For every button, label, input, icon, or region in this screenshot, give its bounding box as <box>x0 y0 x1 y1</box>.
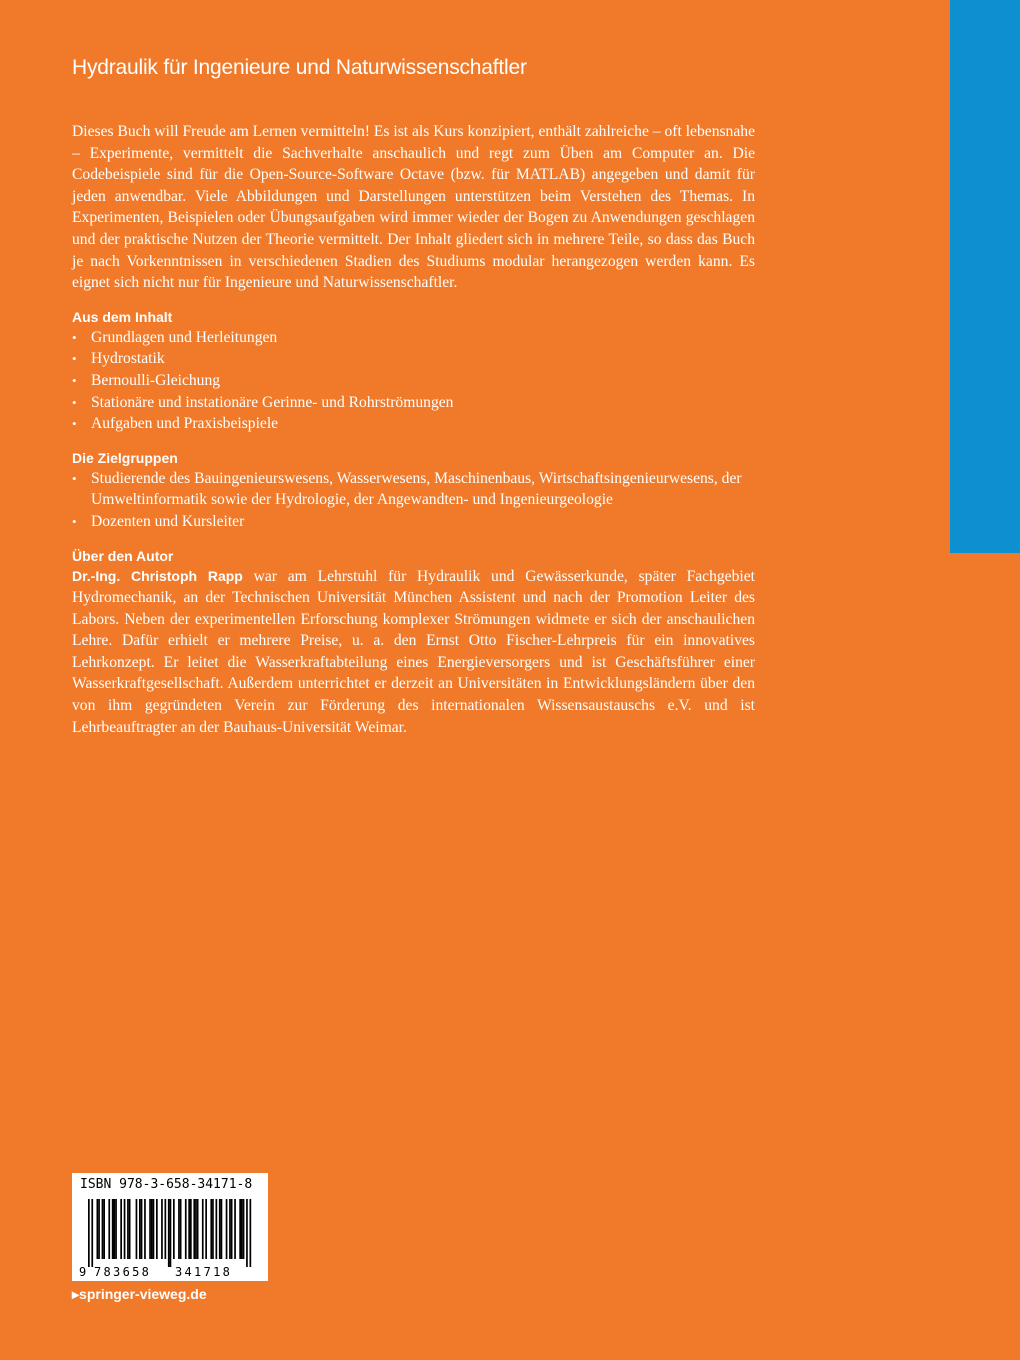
barcode-bar <box>234 1199 236 1259</box>
barcode-bar <box>161 1199 163 1259</box>
arrow-right-icon: ▸ <box>72 1286 80 1302</box>
barcode-bar <box>202 1199 204 1259</box>
barcode-bar <box>153 1199 155 1259</box>
barcode-bar <box>188 1199 190 1259</box>
book-title: Hydraulik für Ingenieure und Naturwissenschaftler <box>72 56 527 79</box>
barcode-bar <box>156 1199 158 1259</box>
barcode-bar <box>144 1199 146 1259</box>
list-item: • Dozenten und Kursleiter <box>72 511 755 533</box>
publisher-link[interactable] <box>72 1286 207 1303</box>
list-item: • Bernoulli-Gleichung <box>72 370 755 392</box>
barcode-bar <box>91 1199 93 1267</box>
barcode-bar <box>102 1199 104 1259</box>
list-item: • Aufgaben und Praxisbeispiele <box>72 413 755 435</box>
barcode-bar <box>246 1199 248 1267</box>
audience-list <box>72 468 755 533</box>
barcode-bar <box>139 1199 141 1259</box>
barcode-bar <box>216 1199 218 1259</box>
barcode-bar <box>190 1199 192 1259</box>
barcode-bar <box>88 1199 90 1267</box>
barcode <box>78 1197 262 1279</box>
barcode-bar <box>185 1199 187 1259</box>
barcode-bar <box>205 1199 207 1259</box>
barcode-bar <box>221 1199 223 1259</box>
barcode-bar <box>127 1199 129 1259</box>
barcode-bar <box>141 1199 143 1259</box>
accent-tab <box>950 0 1020 553</box>
barcode-bar <box>226 1199 228 1259</box>
barcode-bar <box>212 1199 214 1259</box>
barcode-bar <box>151 1199 153 1259</box>
barcode-bar <box>108 1199 110 1259</box>
barcode-bar <box>241 1199 243 1259</box>
barcode-bar <box>180 1199 182 1259</box>
audience-heading: Die Zielgruppen <box>72 449 178 466</box>
barcode-bar <box>243 1199 245 1259</box>
isbn-label: ISBN 978-3-658-34171-8 <box>80 1177 253 1192</box>
barcode-bar <box>120 1199 122 1259</box>
back-cover-text <box>72 121 755 738</box>
barcode-bar <box>115 1199 117 1259</box>
contents-heading: Aus dem Inhalt <box>72 308 173 325</box>
publisher-link-text: springer-vieweg.de <box>79 1286 207 1302</box>
barcode-bar <box>178 1199 180 1259</box>
author-heading: Über den Autor <box>72 547 174 564</box>
barcode-digits-right: 341718 <box>175 1265 233 1279</box>
author-bio-text: war am Lehrstuhl für Hydraulik und Gewässerkunde, später Fachgebiet Hydromechanik, an der Technischen Universität München Assistent und nach der Promotion Leiter des Labors. Neben der experimentellen Erforschung komplexer Strömungen widmete er sich der anschaulichen Lehre. Dafür erhielt er mehrere Preise, u. a. den Ernst Otto Fischer-Lehrpreis für ein innovatives Lehrkonzept. Er leitet die Wasserkraftabteilung eines Energieversorgers und ist Geschäftsführer einer Wasserkraftgesellschaft. Außerdem unterrichtet er derzeit an Universitäten in Entwicklungsländern über den von ihm gegründeten Verein zur Förderung des internationalen Wissensaustauschs e.V. und ist Lehrbeauftragter an der Bauhaus-Universität Weimar. <box>72 567 755 736</box>
barcode-bar <box>250 1199 252 1267</box>
barcode-bar <box>195 1199 197 1259</box>
barcode-bar <box>165 1199 167 1259</box>
barcode-bar <box>136 1199 138 1259</box>
list-item: • Studierende des Bauingenieurswesens, Wasserwesens, Maschinenbaus, Wirtschaftsingenieurwesens, der Umweltinformatik sowie der Hydrologie, der Angewandten- und Ingenieurgeologie <box>72 468 755 511</box>
barcode-bar <box>197 1199 199 1259</box>
barcode-lead-digit: 9 <box>79 1265 87 1279</box>
list-item: • Grundlagen und Herleitungen <box>72 327 755 349</box>
barcode-bar <box>231 1199 233 1259</box>
barcode-bar <box>168 1199 170 1267</box>
barcode-bar <box>219 1199 221 1259</box>
barcode-bar <box>129 1199 131 1259</box>
barcode-bar <box>114 1199 116 1259</box>
barcode-bar <box>97 1199 99 1259</box>
barcode-bar <box>239 1199 241 1259</box>
isbn-barcode-block <box>72 1173 268 1281</box>
barcode-bar <box>170 1199 172 1267</box>
author-name: Dr.-Ing. Christoph Rapp <box>72 567 243 584</box>
barcode-bar <box>193 1199 195 1259</box>
author-bio <box>72 566 755 739</box>
list-item: • Hydrostatik <box>72 348 755 370</box>
barcode-bar <box>98 1199 100 1259</box>
barcode-bar <box>103 1199 105 1259</box>
description: Dieses Buch will Freude am Lernen vermitteln! Es ist als Kurs konzipiert, enthält zahlreiche – oft lebensnahe – Experimente, vermittelt die Sachverhalte anschaulich und regt zum Üben am Computer an. Die Codebeispiele sind für die Open-Source-Software Octave (bzw. für MATLAB) angegeben und damit für jeden anwendbar. Viele Abbildungen und Darstellungen unterstützen beim Verstehen des Themas. In Experimenten, Beispielen oder Übungsaufgaben wird immer wieder der Bogen zu Anwendungen geschlagen und der praktische Nutzen der Theorie vermittelt. Der Inhalt gliedert sich in mehrere Teile, so dass das Buch je nach Vorkenntnissen in verschiedenen Stadien des Studiums modular herangezogen werden kann. Es eignet sich nicht nur für Ingenieure und Naturwissenschaftler. <box>72 123 755 292</box>
barcode-bar <box>112 1199 114 1259</box>
barcode-digits-left: 783658 <box>94 1265 152 1279</box>
barcode-bar <box>210 1199 212 1259</box>
contents-list <box>72 327 755 435</box>
barcode-bar <box>149 1199 151 1259</box>
barcode-bars <box>88 1199 251 1267</box>
barcode-bar <box>229 1199 231 1259</box>
list-item: • Stationäre und instationäre Gerinne- und Rohrströmungen <box>72 392 755 414</box>
barcode-bar <box>124 1199 126 1259</box>
barcode-bar <box>173 1199 175 1259</box>
